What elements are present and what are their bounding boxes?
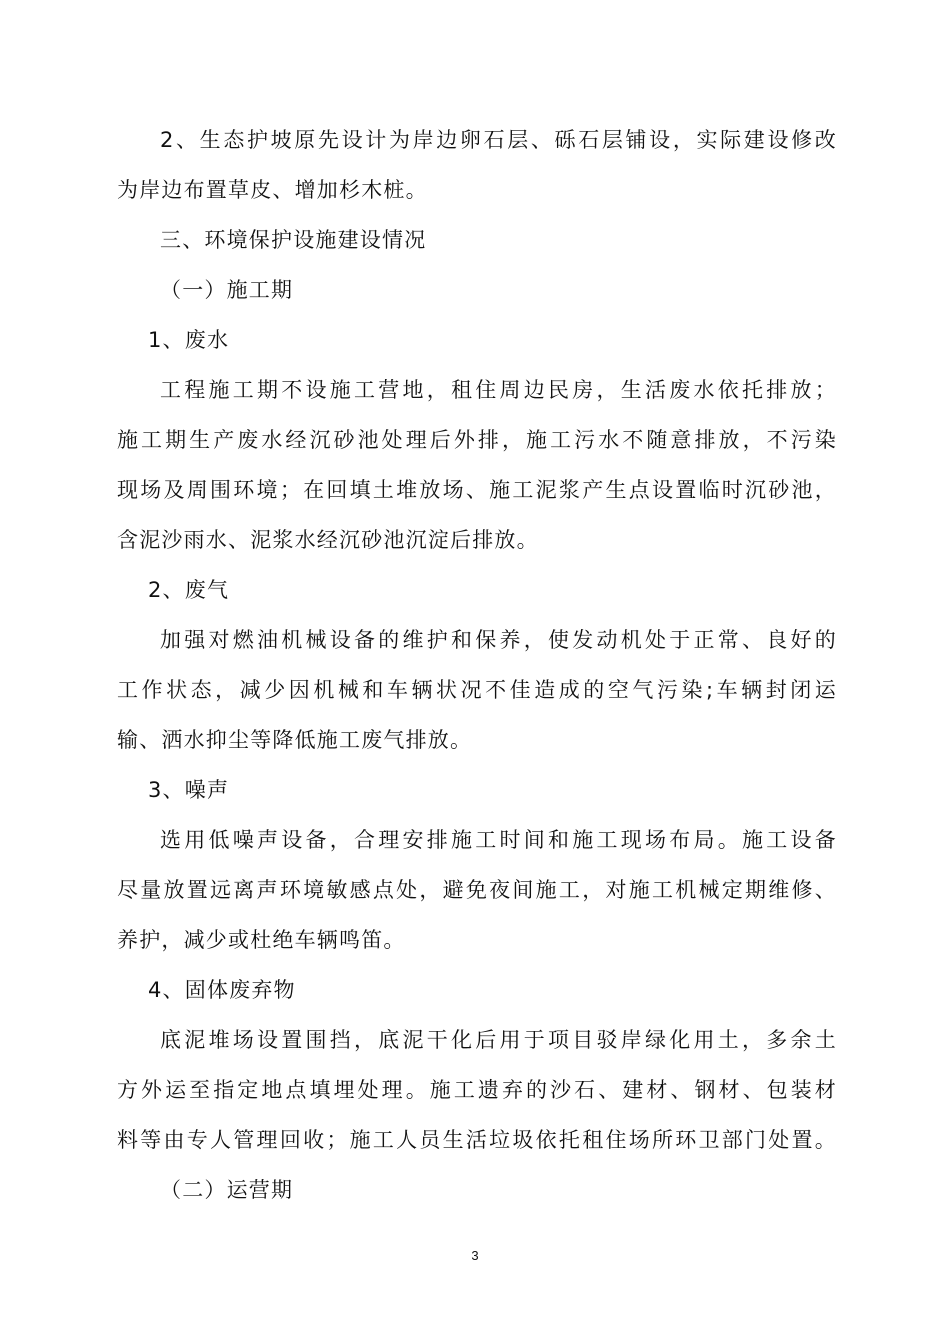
paragraph-wastewater-line-1: 工程施工期不设施工营地，租住周边民房，生活废水依托排放； (160, 378, 837, 402)
item-heading-solid-waste: 4、固体废弃物 (148, 978, 296, 1002)
paragraph-exhaust-line-2: 工作状态，减少因机械和车辆状况不佳造成的空气污染;车辆封闭运 (117, 678, 837, 702)
paragraph-solid-waste-line-3: 料等由专人管理回收；施工人员生活垃圾依托租住场所环卫部门处置。 (117, 1128, 837, 1152)
page-number: 3 (471, 1248, 479, 1263)
paragraph-wastewater-line-4: 含泥沙雨水、泥浆水经沉砂池沉淀后排放。 (117, 528, 539, 552)
paragraph-wastewater-line-3: 现场及周围环境；在回填土堆放场、施工泥浆产生点设置临时沉砂池， (117, 478, 837, 502)
item-heading-wastewater: 1、废水 (148, 328, 230, 352)
paragraph-exhaust-line-1: 加强对燃油机械设备的维护和保养，使发动机处于正常、良好的 (160, 628, 837, 652)
paragraph-exhaust-line-3: 输、洒水抑尘等降低施工废气排放。 (117, 728, 473, 752)
paragraph-wastewater-line-2: 施工期生产废水经沉砂池处理后外排，施工污水不随意排放，不污染 (117, 428, 837, 452)
section-heading-environmental-facilities: 三、环境保护设施建设情况 (160, 228, 427, 252)
subsection-heading-operation-period: （二）运营期 (160, 1178, 294, 1202)
paragraph-solid-waste-line-2: 方外运至指定地点填埋处理。施工遗弃的沙石、建材、钢材、包装材 (117, 1078, 837, 1102)
paragraph-noise-line-1: 选用低噪声设备，合理安排施工时间和施工现场布局。施工设备 (160, 828, 837, 852)
subsection-heading-construction-period: （一）施工期 (160, 278, 294, 302)
paragraph-noise-line-2: 尽量放置远离声环境敏感点处，避免夜间施工，对施工机械定期维修、 (117, 878, 837, 902)
item-heading-exhaust-gas: 2、废气 (148, 578, 230, 602)
paragraph-ecology-slope-line-2: 为岸边布置草皮、增加杉木桩。 (117, 178, 428, 202)
paragraph-ecology-slope-line-1: 2、生态护坡原先设计为岸边卵石层、砾石层铺设，实际建设修改 (160, 128, 837, 152)
paragraph-solid-waste-line-1: 底泥堆场设置围挡，底泥干化后用于项目驳岸绿化用土，多余土 (160, 1028, 837, 1052)
item-heading-noise: 3、噪声 (148, 778, 230, 802)
paragraph-noise-line-3: 养护，减少或杜绝车辆鸣笛。 (117, 928, 406, 952)
